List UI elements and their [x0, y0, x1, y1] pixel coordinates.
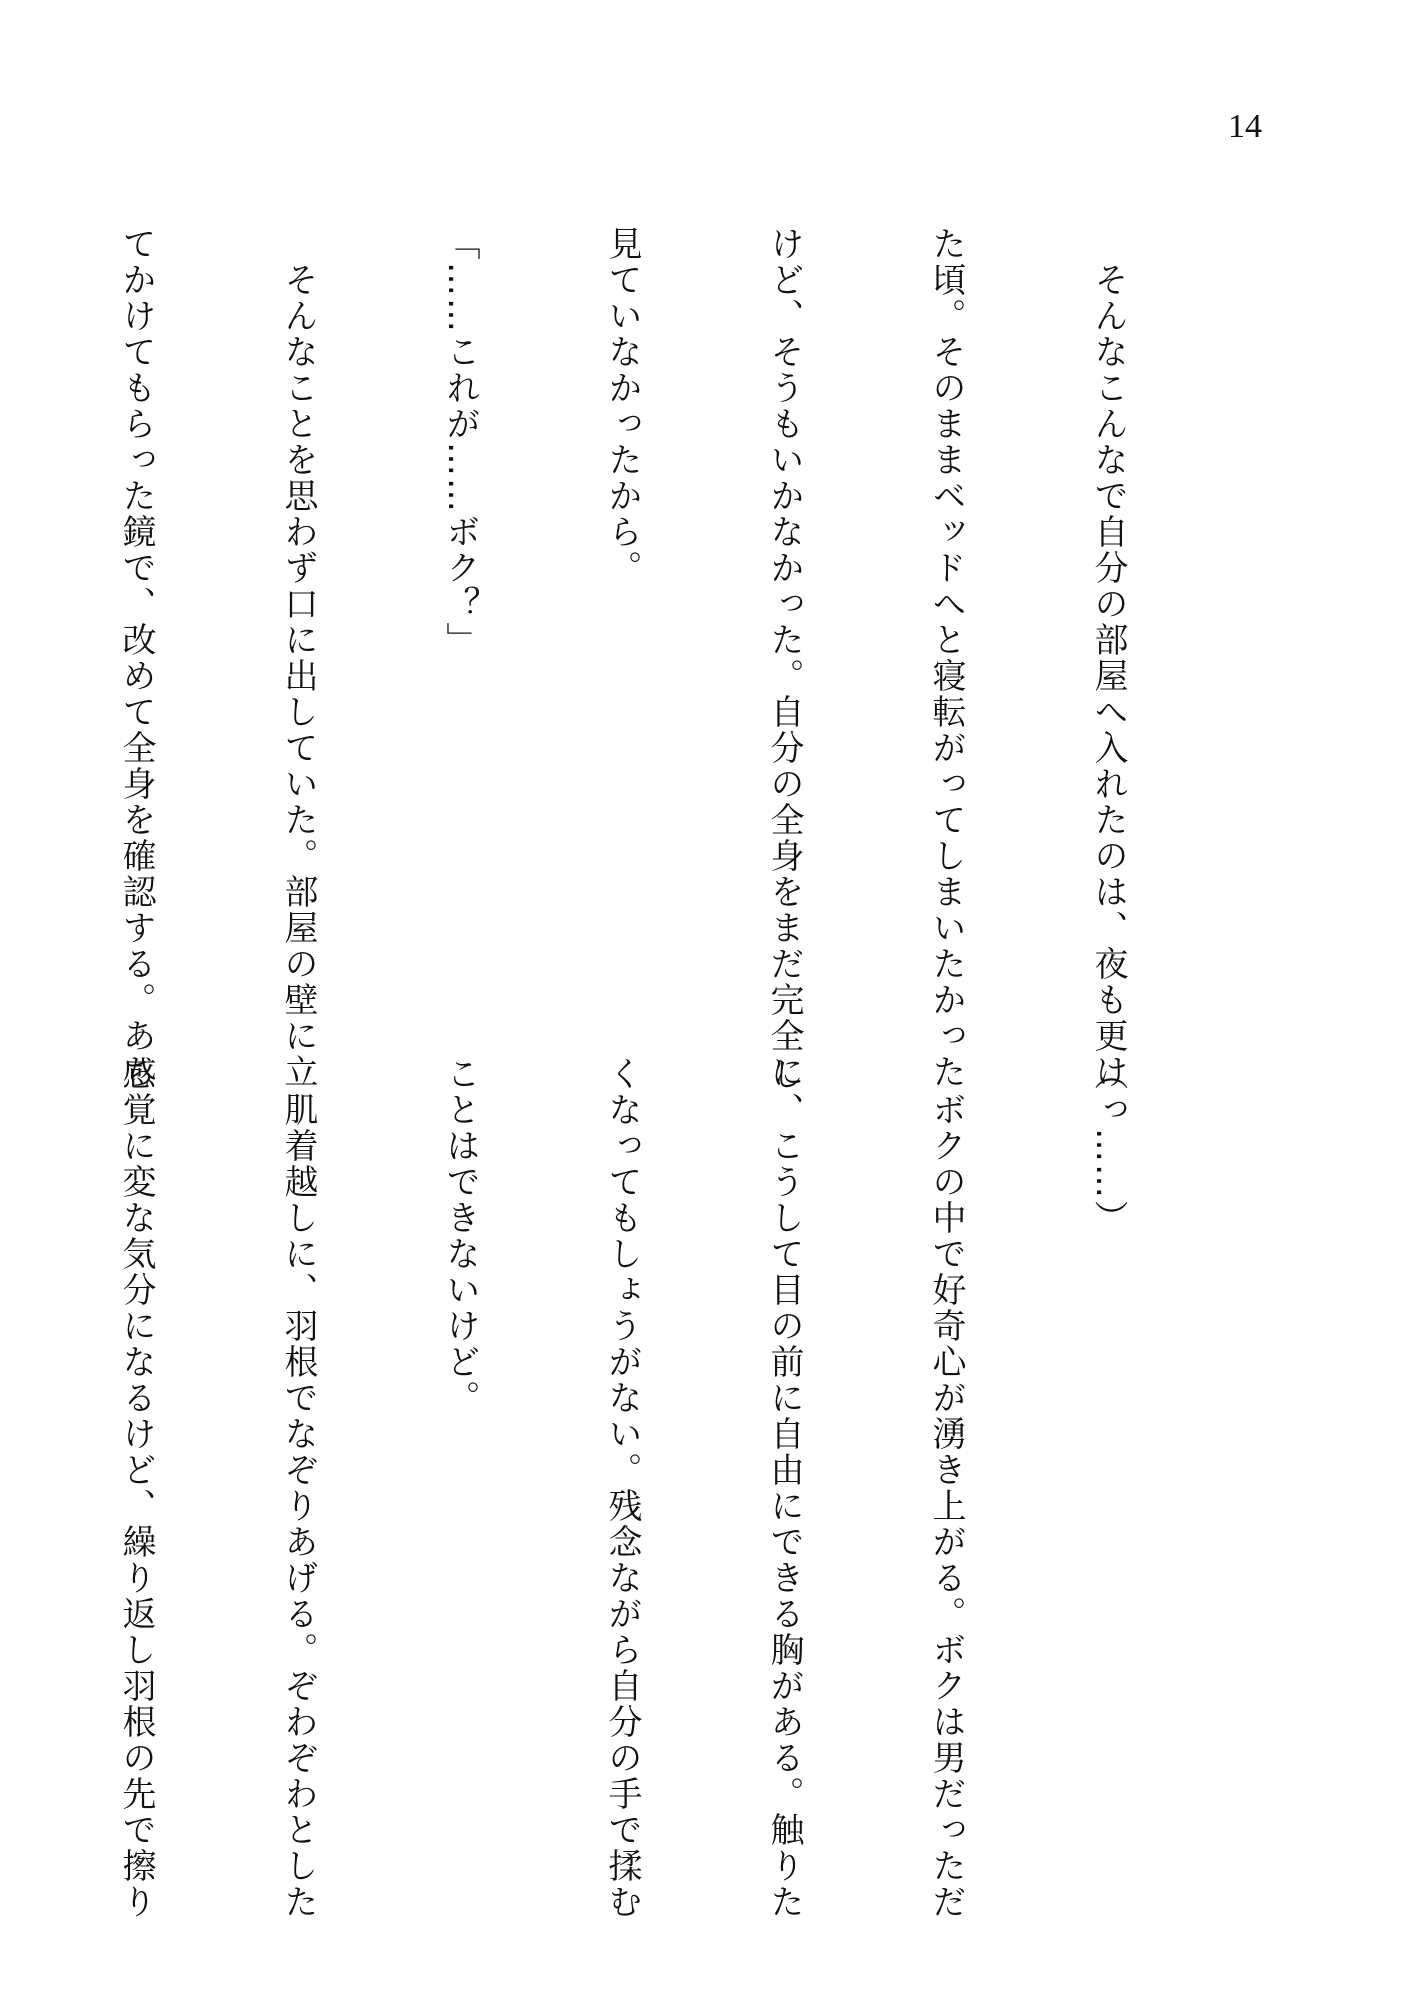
text-column: ことはできないけど。	[440, 1056, 480, 1416]
body-text-lower-block	[116, 1056, 1243, 1920]
text-column: 肌着越しに、羽根でなぞりあげる。ぞわぞわとした	[278, 1056, 318, 1920]
text-column: てかけてもらった鏡で、改めて全身を確認する。あち	[116, 226, 156, 1090]
text-column	[0, 226, 1, 1026]
text-column: し、こうして目の前に自由にできる胸がある。触りた	[764, 1056, 804, 1920]
thought-column: （っ……）	[1088, 1056, 1128, 1236]
text-column: ボクの中で好奇心が湧き上がる。ボクは男だっただ	[926, 1056, 966, 1920]
text-column: くなってもしょうがない。残念ながら自分の手で揉む	[602, 1056, 642, 1920]
text-column: けど、そうもいかなかった。自分の全身をまだ完全に	[764, 226, 804, 1090]
page-number: 14	[1228, 108, 1262, 145]
body-text-upper-block	[116, 226, 1243, 1090]
text-column	[0, 1056, 1, 1856]
dialogue-column: 「……これが……ボク？」	[440, 226, 480, 658]
text-column: 感覚に変な気分になるけど、繰り返し羽根の先で擦り	[116, 1056, 156, 1920]
text-column: 見ていなかったから。	[602, 226, 642, 586]
text-column: そんなことを思わず口に出していた。部屋の壁に立	[278, 226, 318, 1090]
text-column: そんなこんなで自分の部屋へ入れたのは、夜も更け	[1088, 226, 1128, 1090]
text-column: た頃。そのままベッドへと寝転がってしまいたかった	[926, 226, 966, 1090]
